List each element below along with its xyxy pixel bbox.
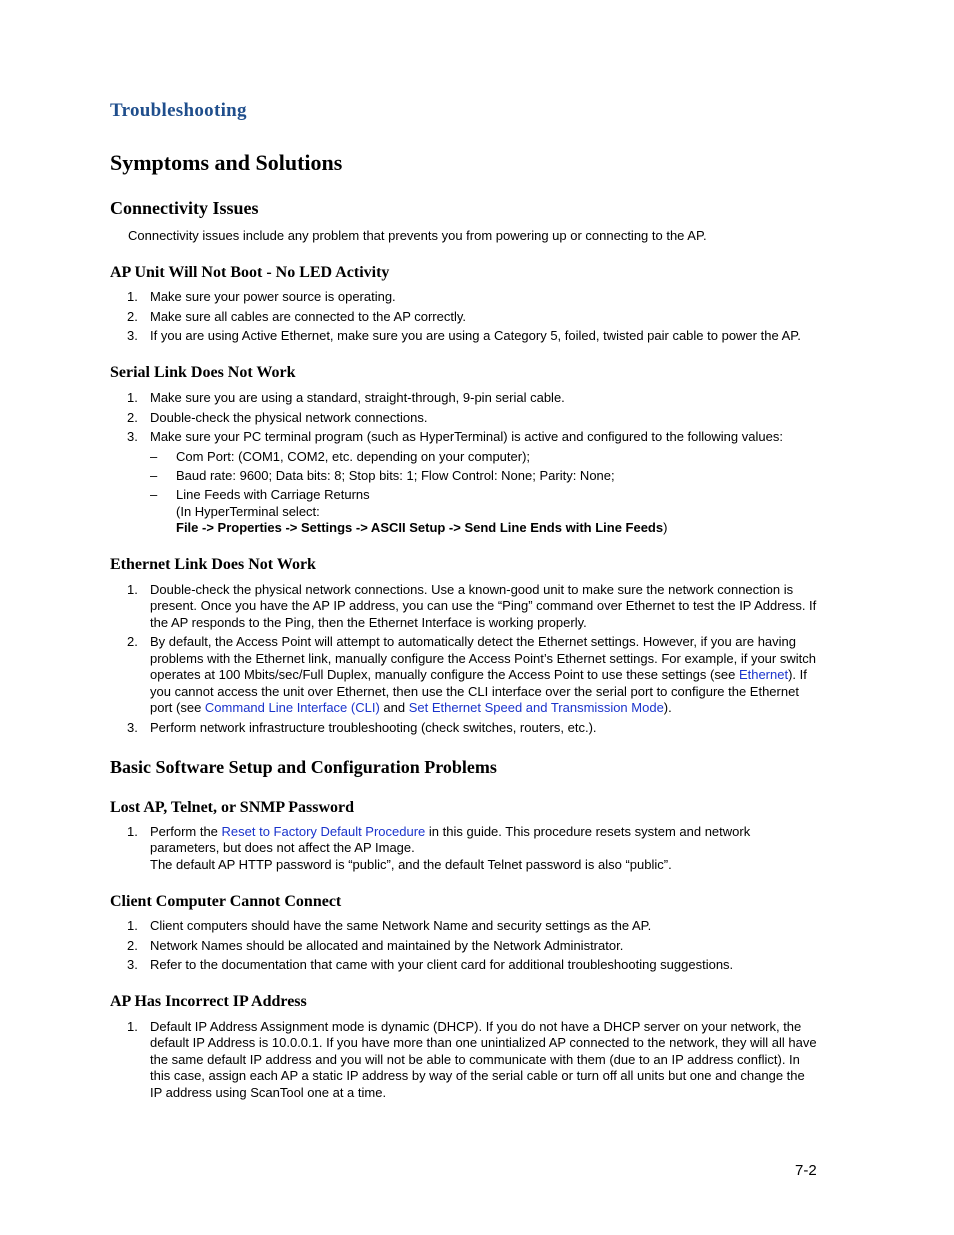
sub-list-item: [150, 487, 820, 536]
list-number: 1.: [127, 1019, 138, 1034]
list-item-text: and: [379, 700, 409, 716]
list-number: 2.: [127, 937, 138, 953]
list-item-text: Network Names should be allocated and maintained by the Network Administrator.: [150, 937, 624, 953]
list-number: 2.: [127, 308, 138, 324]
list-item-text: Perform network infrastructure troubleshooting (check switches, routers, etc.).: [150, 719, 597, 735]
list-number: 3.: [127, 429, 138, 445]
list-number: 3.: [127, 719, 138, 735]
connectivity-intro: Connectivity issues include any problem that prevents you from powering up or connecting to the AP.: [128, 228, 707, 243]
subsection-heading-serial: Serial Link Does Not Work: [110, 364, 296, 381]
page-title: Symptoms and Solutions: [110, 150, 343, 175]
list-item: [110, 634, 820, 716]
list-item: [110, 918, 820, 934]
list-item-text: Client computers should have the same Network Name and security settings as the AP.: [150, 918, 652, 933]
list-item: [110, 938, 820, 954]
dash-bullet: –: [150, 468, 158, 483]
list-number: 1.: [127, 824, 138, 839]
list-number: 3.: [127, 328, 138, 344]
list-item-text: Make sure your PC terminal program (such as HyperTerminal) is active and configured to the following values:: [150, 429, 783, 445]
list-number: 3.: [127, 957, 138, 973]
link-factory-reset[interactable]: Reset to Factory Default Procedure: [221, 824, 426, 839]
ethernet-list: [110, 582, 820, 739]
sub-list-item: [150, 468, 820, 484]
list-item: [110, 289, 820, 305]
sub-list-item-text: Line Feeds with Carriage Returns: [176, 487, 370, 503]
hyperterminal-note: (In HyperTerminal select:: [176, 503, 320, 519]
list-item: [110, 328, 820, 344]
list-item: [110, 309, 820, 325]
password-list: [110, 824, 820, 876]
dash-bullet: –: [150, 448, 158, 464]
section-heading-connectivity: Connectivity Issues: [110, 198, 259, 218]
ap-boot-list: [110, 289, 820, 348]
list-item-text: in this guide. This procedure resets system and network parameters, but does not affect the AP Image.: [150, 824, 751, 856]
list-number: 1.: [127, 289, 138, 304]
sub-list-item-text: Baud rate: 9600; Data bits: 8; Stop bits: 1; Flow Control: None; Parity: None;: [176, 468, 615, 483]
list-item: [110, 582, 820, 631]
subsection-heading-ap-boot: AP Unit Will Not Boot - No LED Activity: [110, 264, 390, 281]
subsection-heading-ethernet: Ethernet Link Does Not Work: [110, 556, 316, 573]
list-item-text: Make sure your power source is operating.: [150, 289, 396, 304]
list-item: [110, 720, 820, 736]
subsection-heading-ip: AP Has Incorrect IP Address: [110, 993, 307, 1010]
default-password-note: The default AP HTTP password is “public”, and the default Telnet password is also “public”.: [150, 856, 672, 872]
section-heading-software: Basic Software Setup and Configuration Problems: [110, 757, 497, 777]
ip-list: [110, 1019, 820, 1104]
list-item: [110, 957, 820, 973]
list-item-text: If you are using Active Ethernet, make sure you are using a Category 5, foiled, twisted pair cable to power the AP.: [150, 328, 801, 344]
link-ethernet[interactable]: Ethernet: [738, 667, 789, 683]
sub-list-item-text: Com Port: (COM1, COM2, etc. depending on your computer);: [176, 448, 531, 464]
list-item-text: Perform the: [150, 824, 222, 839]
list-number: 1.: [127, 918, 138, 933]
link-cli[interactable]: Command Line Interface (CLI): [204, 700, 380, 716]
list-item-text: ). If you cannot access the unit over Ethernet, then use the CLI interface over the serial port to configure the Ethernet port (see: [150, 667, 807, 716]
list-item: [110, 1019, 820, 1101]
list-item-text: Double-check the physical network connections.: [150, 409, 428, 425]
list-number: 1.: [127, 582, 138, 597]
list-number: 2.: [127, 409, 138, 425]
serial-settings-list: [150, 449, 820, 537]
list-item-text: Double-check the physical network connections. Use a known-good unit to make sure the network connection is present. Once you have the AP IP address, you can use the “Ping” command over Ethernet to test the IP Address. If the AP responds to the Ping, then the Ethernet Interface is working properly.: [150, 582, 817, 630]
list-number: 1.: [127, 390, 138, 405]
list-item: [110, 824, 820, 873]
list-item-text: By default, the Access Point will attempt to automatically detect the Ethernet settings. However, if you are having problems with the Ethernet link, manually configure the Access Point’s Ethernet settings. For example, if your switch operates at 100 Mbits/sec/Full Duplex, manually configure the Access Point to use these settings (see: [150, 634, 816, 683]
list-item-text: Default IP Address Assignment mode is dynamic (DHCP). If you do not have a DHCP server on your network, the default IP Address is 10.0.0.1. If you have more than one unintialized AP connected to the network, they will all have the same default IP address and you will not be able to communicate with them (due to an IP address conflict). In this case, assign each AP a static IP address by way of the serial cable or turn off all units but one and change the IP address using ScanTool one at a time.: [150, 1019, 817, 1100]
list-item: [110, 429, 820, 536]
dash-bullet: –: [150, 487, 158, 503]
link-ethernet-speed[interactable]: Set Ethernet Speed and Transmission Mode: [408, 700, 664, 716]
sub-list-item: [150, 449, 820, 465]
serial-list: [110, 390, 820, 540]
close-paren: ): [663, 520, 668, 536]
subsection-heading-password: Lost AP, Telnet, or SNMP Password: [110, 799, 355, 816]
list-item: [110, 410, 820, 426]
list-number: 2.: [127, 634, 138, 650]
chapter-title: Troubleshooting: [110, 100, 247, 121]
list-item: [110, 390, 820, 406]
list-item-text: Refer to the documentation that came with your client card for additional troubleshooting suggestions.: [150, 957, 734, 973]
page-number: 7-2: [795, 1162, 817, 1179]
list-item-text: ).: [663, 700, 672, 716]
hyperterminal-menu-path: File -> Properties -> Settings -> ASCII Setup -> Send Line Ends with Line Feeds: [176, 520, 664, 536]
list-item-text: Make sure all cables are connected to the AP correctly.: [150, 308, 467, 324]
subsection-heading-client: Client Computer Cannot Connect: [110, 893, 342, 910]
client-list: [110, 918, 820, 977]
list-item-text: Make sure you are using a standard, straight-through, 9-pin serial cable.: [150, 390, 565, 405]
